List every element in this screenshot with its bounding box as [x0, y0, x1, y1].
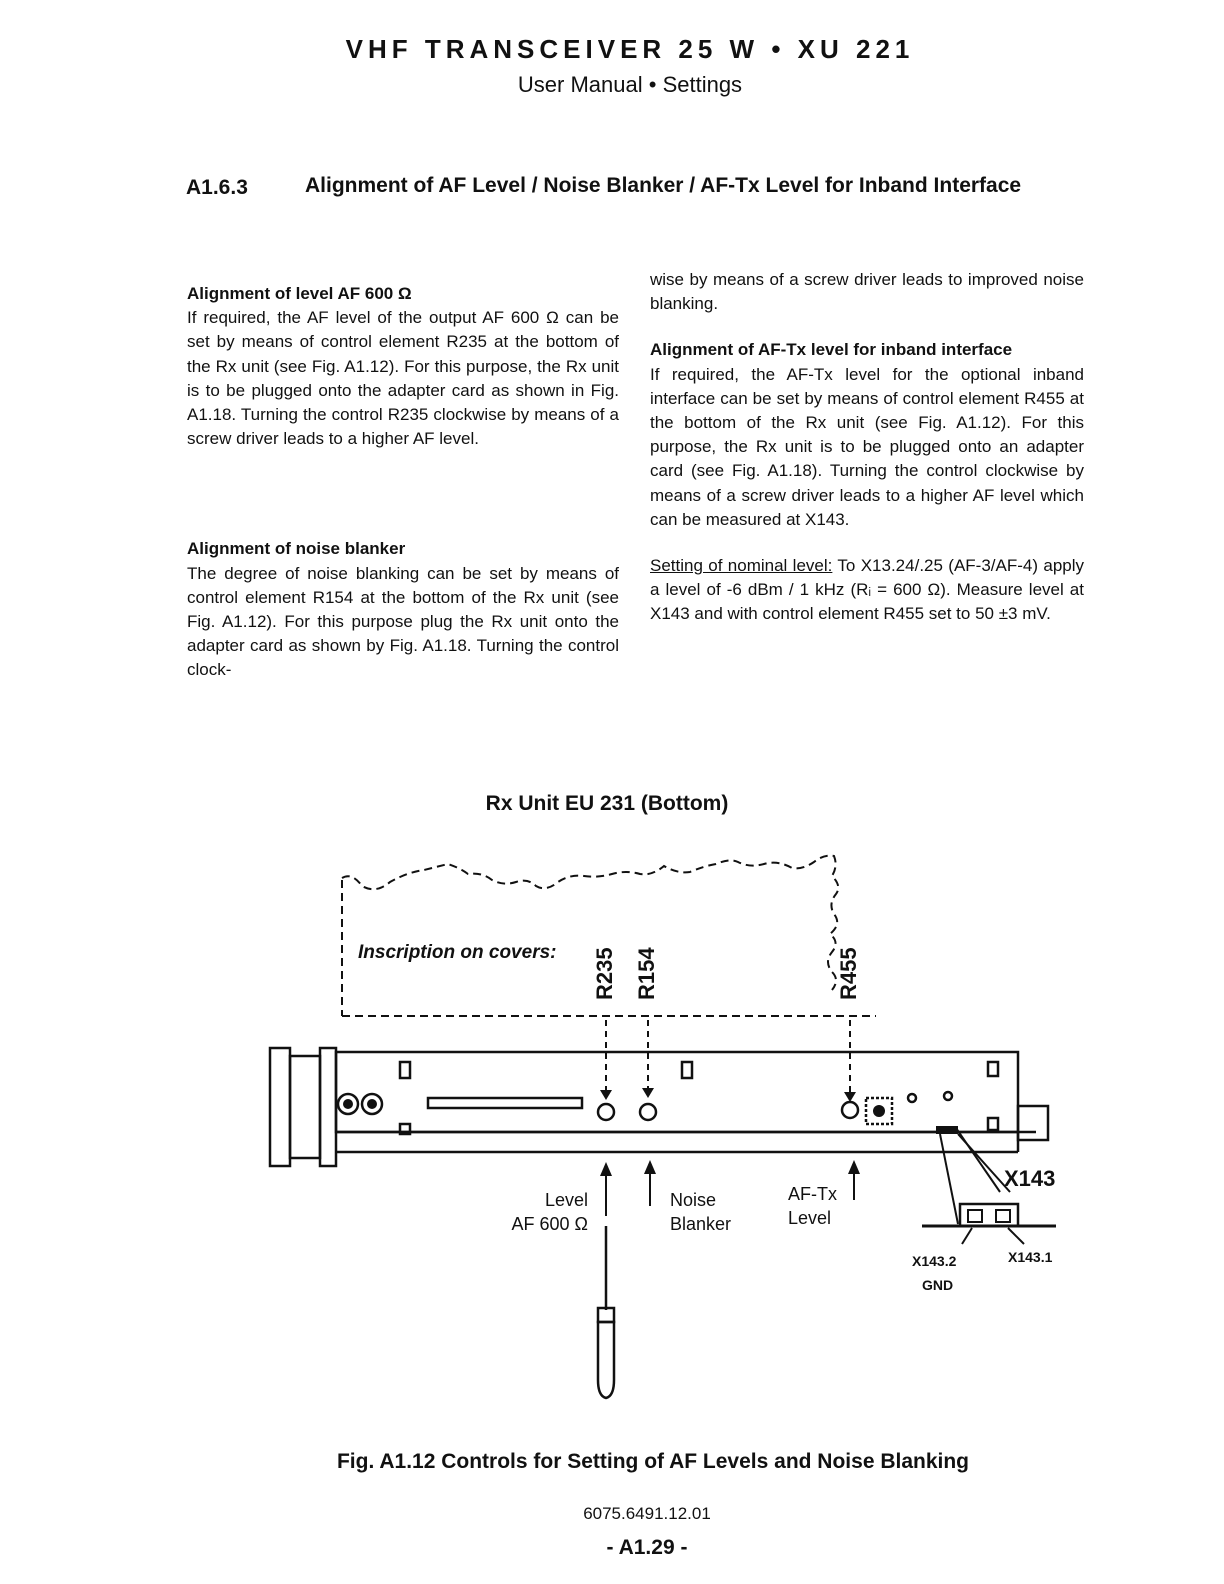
document-number: 6075.6491.12.01	[583, 1504, 711, 1523]
label-aftx-line2: Level	[788, 1208, 832, 1228]
label-x143: X143	[1004, 1166, 1056, 1191]
arrowhead-r154	[642, 1088, 654, 1098]
label-aftx-line1: AF-Tx	[788, 1184, 837, 1204]
section-title: Alignment of AF Level / Noise Blanker / AF-Tx Level for Inband Interface	[305, 174, 1022, 197]
x143-leader-3	[956, 1128, 1000, 1192]
cover-label-r235: R235	[592, 947, 617, 1000]
front-panel	[270, 1048, 290, 1166]
mount-hole-2	[944, 1092, 952, 1100]
nominal-level-label: Setting of nominal level:	[650, 556, 833, 576]
label-x143-2: X143.2	[912, 1253, 957, 1269]
front-jack-2-core	[367, 1099, 377, 1109]
arrowhead-r235	[600, 1090, 612, 1100]
slot-top-mid	[682, 1062, 692, 1078]
trimmer-rotor	[873, 1105, 885, 1117]
x143-1-leader	[1008, 1228, 1024, 1244]
x143-leader-1	[940, 1134, 958, 1224]
x143-2-leader	[962, 1228, 972, 1244]
cover-wavy-border	[342, 856, 838, 990]
label-level-line1: Level	[544, 1190, 588, 1210]
slot-top-right	[988, 1062, 998, 1076]
figure-heading: Rx Unit EU 231 (Bottom)	[485, 792, 729, 815]
arrow-level-head	[600, 1162, 612, 1176]
cover-label-r455: R455	[836, 947, 861, 1000]
front-panel-frame	[290, 1056, 320, 1158]
screwdriver-ferrule	[598, 1308, 614, 1322]
mount-hole-1	[908, 1094, 916, 1102]
x143-connector-on-board	[936, 1126, 958, 1134]
paragraph-noise-blanker: The degree of noise blanking can be set by means of control element R154 at the bottom of the Rx unit (see Fig. A1.12). For this purpose plug the Rx unit onto the adapter card as shown by Fig. A1.18. Turning the control clock-	[187, 563, 619, 680]
slot-bottom-right	[988, 1118, 998, 1130]
control-r455	[842, 1102, 858, 1118]
label-x143-1: X143.1	[1008, 1249, 1053, 1265]
unit-housing	[336, 1052, 1018, 1132]
slot-top-left	[400, 1062, 410, 1078]
figure-caption: Fig. A1.12 Controls for Setting of AF Levels and Noise Blanking	[336, 1450, 970, 1473]
heading-aftx-level: Alignment of AF-Tx level for inband interface	[650, 340, 1013, 360]
front-knob-block	[320, 1048, 336, 1166]
document-subtitle: User Manual • Settings	[517, 72, 743, 97]
document-title: VHF TRANSCEIVER 25 W • XU 221	[345, 34, 915, 64]
arrow-aftx-head	[848, 1160, 860, 1174]
paragraph-af-level: If required, the AF level of the output AF 600 Ω can be set by means of control element R235 at the bottom of the Rx unit (see Fig. A1.12). For this purpose, the Rx unit is to be plugged onto the adapter card as shown in Fig. A1.18. Turning the control R235 clockwise by means of a screw driver leads to a higher AF level.	[187, 308, 619, 449]
label-noise-line2: Blanker	[670, 1214, 732, 1234]
heading-af-level: Alignment of level AF 600 Ω	[187, 284, 412, 303]
arrowhead-r455	[844, 1092, 856, 1102]
arrow-noise-head	[644, 1160, 656, 1174]
control-r154	[640, 1104, 656, 1120]
inscription-label: Inscription on covers:	[358, 942, 557, 963]
rear-connector	[1018, 1106, 1048, 1140]
page-number: - A1.29 -	[606, 1536, 688, 1559]
label-noise-line1: Noise	[670, 1190, 717, 1210]
paragraph-noise-blanker-cont: wise by means of a screw driver leads to improved noise blanking.	[650, 270, 1084, 314]
nominal-level-text: To X13.24/.25 (AF-3/AF-4) apply a level of -6 dBm / 1 kHz (Rᵢ = 600 Ω). Measure level at X143 and with control element R455 set to 50 ±3 mV.	[650, 556, 1085, 624]
x143-pin-1	[996, 1210, 1010, 1222]
paragraph-aftx-level: If required, the AF-Tx level for the optional inband interface can be set by means of control element R455 at the bottom of the Rx unit (see Fig. A1.12). For this purpose, the Rx unit is to be plugged onto an adapter card (see Fig. A1.18). Turning the control clockwise by means of a screw driver leads to a higher AF level which can be measured at X143.	[650, 364, 1084, 529]
x143-pin-2	[968, 1210, 982, 1222]
heading-noise-blanker: Alignment of noise blanker	[187, 539, 406, 559]
control-r235	[598, 1104, 614, 1120]
screwdriver-icon	[598, 1226, 614, 1398]
front-jack-1-core	[343, 1099, 353, 1109]
cover-label-r154: R154	[634, 947, 659, 1000]
section-number: A1.6.3	[186, 176, 248, 199]
board-slot	[428, 1098, 582, 1108]
label-gnd: GND	[922, 1277, 954, 1293]
screwdriver-handle	[598, 1322, 614, 1398]
label-level-line2: AF 600 Ω	[511, 1214, 588, 1234]
